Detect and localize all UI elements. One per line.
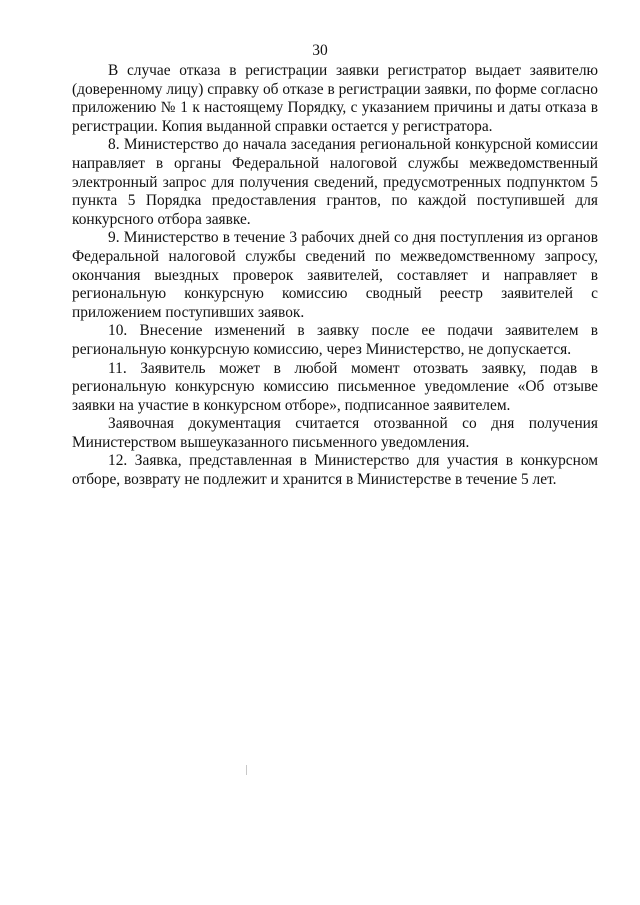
paragraph-item-9: 9. Министерство в течение 3 рабочих дней со дня поступления из органов Федеральной налоговой службы сведений по межведомственному запросу, окончания выездных проверок заявителей, составляет и направляет в региональную конкурсную комиссию сводный реестр заявителей с приложением поступивших заявок.	[72, 229, 598, 321]
document-body	[72, 62, 598, 490]
scan-mark	[246, 765, 247, 775]
paragraph-item-12: 12. Заявка, представленная в Министерство для участия в конкурсном отборе, возврату не подлежит и хранится в Министерстве в течение 5 лет.	[72, 452, 598, 489]
paragraph-item-10: 10. Внесение изменений в заявку после ее подачи заявителем в региональную конкурсную комиссию, через Министерство, не допускается.	[72, 322, 598, 358]
paragraph-item-8: 8. Министерство до начала заседания региональной конкурсной комиссии направляет в органы Федеральной налоговой службы межведомственный электронный запрос для получения сведений, предусмотренных подпунктом 5 пункта 5 Порядка предоставления грантов, по каждой поступившей для конкурсного отбора заявке.	[72, 136, 598, 228]
paragraph-withdrawal-note: Заявочная документация считается отозванной со дня получения Министерством вышеуказанного письменного уведомления.	[72, 415, 598, 451]
page-number: 30	[312, 42, 328, 59]
paragraph-item-11: 11. Заявитель может в любой момент отозвать заявку, подав в региональную конкурсную комиссию письменное уведомление «Об отзыве заявки на участие в конкурсном отборе», подписанное заявителем.	[72, 359, 598, 414]
paragraph-registration-refusal: В случае отказа в регистрации заявки регистратор выдает заявителю (доверенному лицу) справку об отказе в регистрации заявки, по форме согласно приложению № 1 к настоящему Порядку, с указанием причины и даты отказа в регистрации. Копия выданной справки остается у регистратора.	[72, 62, 598, 135]
